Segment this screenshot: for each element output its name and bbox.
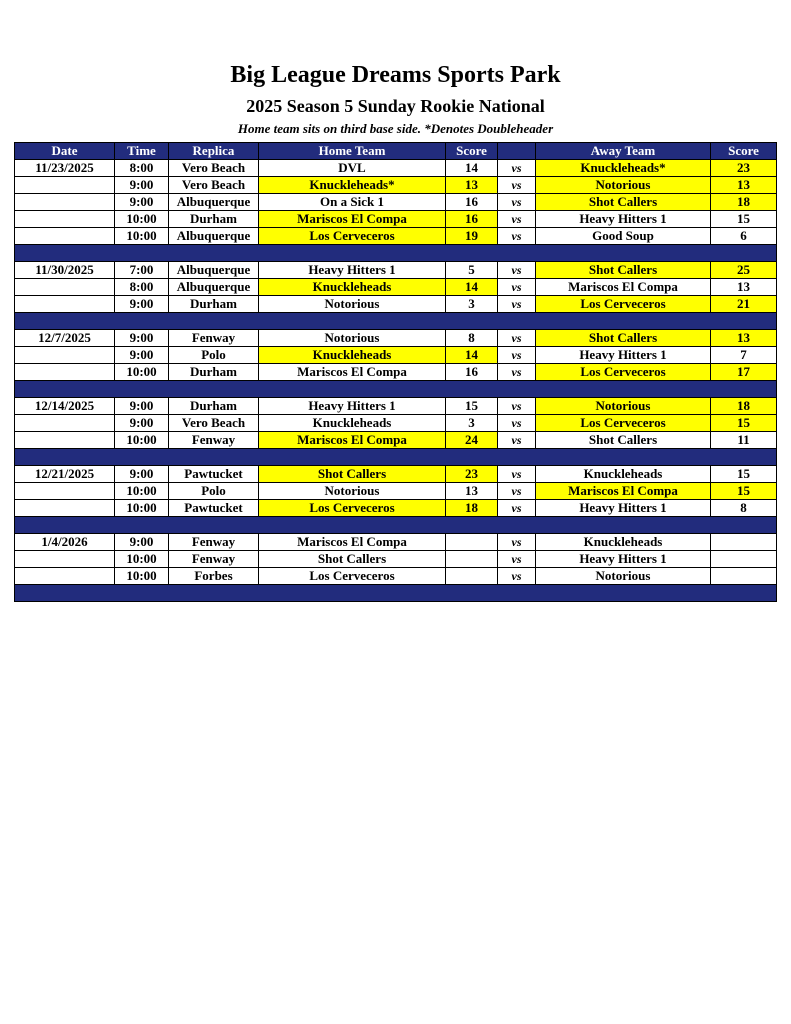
time-cell: 9:00 (115, 295, 169, 312)
away-team-cell: Good Soup (536, 227, 711, 244)
away-team-cell: Heavy Hitters 1 (536, 210, 711, 227)
replica-cell: Albuquerque (169, 227, 259, 244)
vs-cell: vs (498, 431, 536, 448)
game-row (15, 227, 777, 244)
vs-cell: vs (498, 176, 536, 193)
date-cell: 12/14/2025 (15, 397, 115, 414)
away-score-cell: 23 (711, 159, 777, 176)
game-row (15, 550, 777, 567)
home-score-cell: 3 (446, 295, 498, 312)
home-team-cell: Mariscos El Compa (259, 363, 446, 380)
away-score-cell: 18 (711, 193, 777, 210)
date-cell (15, 295, 115, 312)
game-row (15, 193, 777, 210)
replica-cell: Durham (169, 295, 259, 312)
col-header-vs-spacer (498, 142, 536, 159)
home-score-cell: 3 (446, 414, 498, 431)
home-score-cell (446, 533, 498, 550)
replica-cell: Fenway (169, 533, 259, 550)
time-cell: 9:00 (115, 346, 169, 363)
time-cell: 7:00 (115, 261, 169, 278)
away-team-cell: Mariscos El Compa (536, 482, 711, 499)
time-cell: 10:00 (115, 363, 169, 380)
replica-cell: Albuquerque (169, 278, 259, 295)
time-cell: 10:00 (115, 210, 169, 227)
col-header-date: Date (15, 142, 115, 159)
schedule-table (14, 142, 777, 602)
game-row (15, 210, 777, 227)
time-cell: 10:00 (115, 567, 169, 584)
away-team-cell: Shot Callers (536, 431, 711, 448)
separator-bar (15, 312, 777, 329)
home-score-cell: 13 (446, 482, 498, 499)
separator-bar (15, 380, 777, 397)
date-cell (15, 363, 115, 380)
time-cell: 8:00 (115, 159, 169, 176)
time-cell: 10:00 (115, 550, 169, 567)
game-row (15, 346, 777, 363)
home-score-cell: 16 (446, 210, 498, 227)
time-cell: 10:00 (115, 482, 169, 499)
away-score-cell: 15 (711, 465, 777, 482)
home-team-cell: Knuckleheads (259, 414, 446, 431)
away-score-cell (711, 533, 777, 550)
replica-cell: Pawtucket (169, 465, 259, 482)
home-team-cell: Los Cerveceros (259, 499, 446, 516)
away-team-cell: Los Cerveceros (536, 414, 711, 431)
home-score-cell: 8 (446, 329, 498, 346)
home-score-cell: 14 (446, 159, 498, 176)
home-score-cell (446, 567, 498, 584)
date-cell (15, 278, 115, 295)
date-cell (15, 414, 115, 431)
away-team-cell: Heavy Hitters 1 (536, 550, 711, 567)
home-team-cell: Heavy Hitters 1 (259, 261, 446, 278)
time-cell: 10:00 (115, 499, 169, 516)
replica-cell: Durham (169, 397, 259, 414)
page-title: Big League Dreams Sports Park (230, 62, 561, 88)
game-row (15, 465, 777, 482)
away-score-cell: 11 (711, 431, 777, 448)
vs-cell: vs (498, 159, 536, 176)
away-score-cell: 15 (711, 482, 777, 499)
home-team-note: Home team sits on third base side. *Denotes Doubleheader (237, 121, 554, 137)
replica-cell: Fenway (169, 431, 259, 448)
vs-cell: vs (498, 278, 536, 295)
separator-row (15, 244, 777, 261)
away-team-cell: Heavy Hitters 1 (536, 499, 711, 516)
home-score-cell: 5 (446, 261, 498, 278)
col-header-replica: Replica (169, 142, 259, 159)
home-team-cell: Notorious (259, 329, 446, 346)
replica-cell: Durham (169, 363, 259, 380)
time-cell: 9:00 (115, 465, 169, 482)
date-cell (15, 193, 115, 210)
away-score-cell: 18 (711, 397, 777, 414)
date-cell: 11/30/2025 (15, 261, 115, 278)
vs-cell: vs (498, 499, 536, 516)
game-row (15, 329, 777, 346)
time-cell: 8:00 (115, 278, 169, 295)
away-team-cell: Los Cerveceros (536, 363, 711, 380)
home-team-cell: Notorious (259, 295, 446, 312)
vs-cell: vs (498, 567, 536, 584)
separator-bar (15, 244, 777, 261)
replica-cell: Polo (169, 482, 259, 499)
separator-row (15, 516, 777, 533)
replica-cell: Albuquerque (169, 261, 259, 278)
separator-bar (15, 516, 777, 533)
away-team-cell: Notorious (536, 567, 711, 584)
time-cell: 10:00 (115, 431, 169, 448)
home-team-cell: Shot Callers (259, 550, 446, 567)
vs-cell: vs (498, 397, 536, 414)
away-team-cell: Los Cerveceros (536, 295, 711, 312)
away-team-cell: Shot Callers (536, 329, 711, 346)
home-score-cell: 14 (446, 278, 498, 295)
col-header-score: Score (446, 142, 498, 159)
away-team-cell: Knuckleheads (536, 465, 711, 482)
page-subtitle: 2025 Season 5 Sunday Rookie National (246, 95, 545, 116)
date-cell (15, 176, 115, 193)
time-cell: 9:00 (115, 397, 169, 414)
vs-cell: vs (498, 533, 536, 550)
replica-cell: Vero Beach (169, 159, 259, 176)
home-team-cell: Los Cerveceros (259, 227, 446, 244)
home-team-cell: Mariscos El Compa (259, 431, 446, 448)
time-cell: 10:00 (115, 227, 169, 244)
home-score-cell: 13 (446, 176, 498, 193)
vs-cell: vs (498, 227, 536, 244)
date-cell: 1/4/2026 (15, 533, 115, 550)
away-team-cell: Shot Callers (536, 261, 711, 278)
away-score-cell: 7 (711, 346, 777, 363)
schedule-body (15, 159, 777, 601)
game-row (15, 482, 777, 499)
home-team-cell: Mariscos El Compa (259, 533, 446, 550)
vs-cell: vs (498, 329, 536, 346)
date-cell (15, 431, 115, 448)
home-score-cell: 23 (446, 465, 498, 482)
away-team-cell: Shot Callers (536, 193, 711, 210)
date-cell: 12/21/2025 (15, 465, 115, 482)
away-team-cell: Knuckleheads* (536, 159, 711, 176)
home-team-cell: Notorious (259, 482, 446, 499)
time-cell: 9:00 (115, 193, 169, 210)
away-team-cell: Notorious (536, 397, 711, 414)
away-team-cell: Mariscos El Compa (536, 278, 711, 295)
away-team-cell: Knuckleheads (536, 533, 711, 550)
vs-cell: vs (498, 482, 536, 499)
replica-cell: Polo (169, 346, 259, 363)
vs-cell: vs (498, 346, 536, 363)
away-score-cell: 25 (711, 261, 777, 278)
game-row (15, 176, 777, 193)
away-team-cell: Heavy Hitters 1 (536, 346, 711, 363)
away-score-cell (711, 567, 777, 584)
vs-cell: vs (498, 363, 536, 380)
date-cell (15, 210, 115, 227)
game-row (15, 431, 777, 448)
replica-cell: Vero Beach (169, 414, 259, 431)
game-row (15, 533, 777, 550)
replica-cell: Fenway (169, 329, 259, 346)
date-cell: 12/7/2025 (15, 329, 115, 346)
game-row (15, 414, 777, 431)
away-score-cell: 6 (711, 227, 777, 244)
home-team-cell: Knuckleheads (259, 278, 446, 295)
replica-cell: Pawtucket (169, 499, 259, 516)
date-cell (15, 567, 115, 584)
home-team-cell: Heavy Hitters 1 (259, 397, 446, 414)
col-header-time: Time (115, 142, 169, 159)
replica-cell: Vero Beach (169, 176, 259, 193)
date-cell (15, 550, 115, 567)
away-score-cell: 8 (711, 499, 777, 516)
away-team-cell: Notorious (536, 176, 711, 193)
time-cell: 9:00 (115, 414, 169, 431)
home-score-cell: 24 (446, 431, 498, 448)
home-team-cell: On a Sick 1 (259, 193, 446, 210)
col-header-away-team: Away Team (536, 142, 711, 159)
header-row (15, 142, 777, 159)
time-cell: 9:00 (115, 533, 169, 550)
date-cell (15, 482, 115, 499)
game-row (15, 159, 777, 176)
vs-cell: vs (498, 550, 536, 567)
home-team-cell: Los Cerveceros (259, 567, 446, 584)
col-header-score-away: Score (711, 142, 777, 159)
home-score-cell: 16 (446, 193, 498, 210)
away-score-cell: 13 (711, 278, 777, 295)
game-row (15, 295, 777, 312)
game-row (15, 567, 777, 584)
date-cell (15, 499, 115, 516)
separator-bar (15, 448, 777, 465)
game-row (15, 363, 777, 380)
replica-cell: Albuquerque (169, 193, 259, 210)
away-score-cell: 15 (711, 210, 777, 227)
home-team-cell: Knuckleheads* (259, 176, 446, 193)
home-score-cell (446, 550, 498, 567)
game-row (15, 261, 777, 278)
replica-cell: Fenway (169, 550, 259, 567)
separator-row (15, 584, 777, 601)
vs-cell: vs (498, 414, 536, 431)
date-cell (15, 227, 115, 244)
away-score-cell: 13 (711, 329, 777, 346)
home-team-cell: Mariscos El Compa (259, 210, 446, 227)
separator-row (15, 448, 777, 465)
date-cell (15, 346, 115, 363)
game-row (15, 499, 777, 516)
separator-bar (15, 584, 777, 601)
home-score-cell: 14 (446, 346, 498, 363)
vs-cell: vs (498, 261, 536, 278)
vs-cell: vs (498, 210, 536, 227)
home-score-cell: 16 (446, 363, 498, 380)
time-cell: 9:00 (115, 176, 169, 193)
col-header-home-team: Home Team (259, 142, 446, 159)
home-team-cell: DVL (259, 159, 446, 176)
replica-cell: Forbes (169, 567, 259, 584)
away-score-cell: 13 (711, 176, 777, 193)
away-score-cell: 21 (711, 295, 777, 312)
home-score-cell: 15 (446, 397, 498, 414)
away-score-cell (711, 550, 777, 567)
time-cell: 9:00 (115, 329, 169, 346)
vs-cell: vs (498, 465, 536, 482)
game-row (15, 278, 777, 295)
vs-cell: vs (498, 295, 536, 312)
replica-cell: Durham (169, 210, 259, 227)
home-score-cell: 18 (446, 499, 498, 516)
separator-row (15, 380, 777, 397)
home-team-cell: Shot Callers (259, 465, 446, 482)
home-score-cell: 19 (446, 227, 498, 244)
game-row (15, 397, 777, 414)
home-team-cell: Knuckleheads (259, 346, 446, 363)
vs-cell: vs (498, 193, 536, 210)
away-score-cell: 15 (711, 414, 777, 431)
separator-row (15, 312, 777, 329)
date-cell: 11/23/2025 (15, 159, 115, 176)
away-score-cell: 17 (711, 363, 777, 380)
